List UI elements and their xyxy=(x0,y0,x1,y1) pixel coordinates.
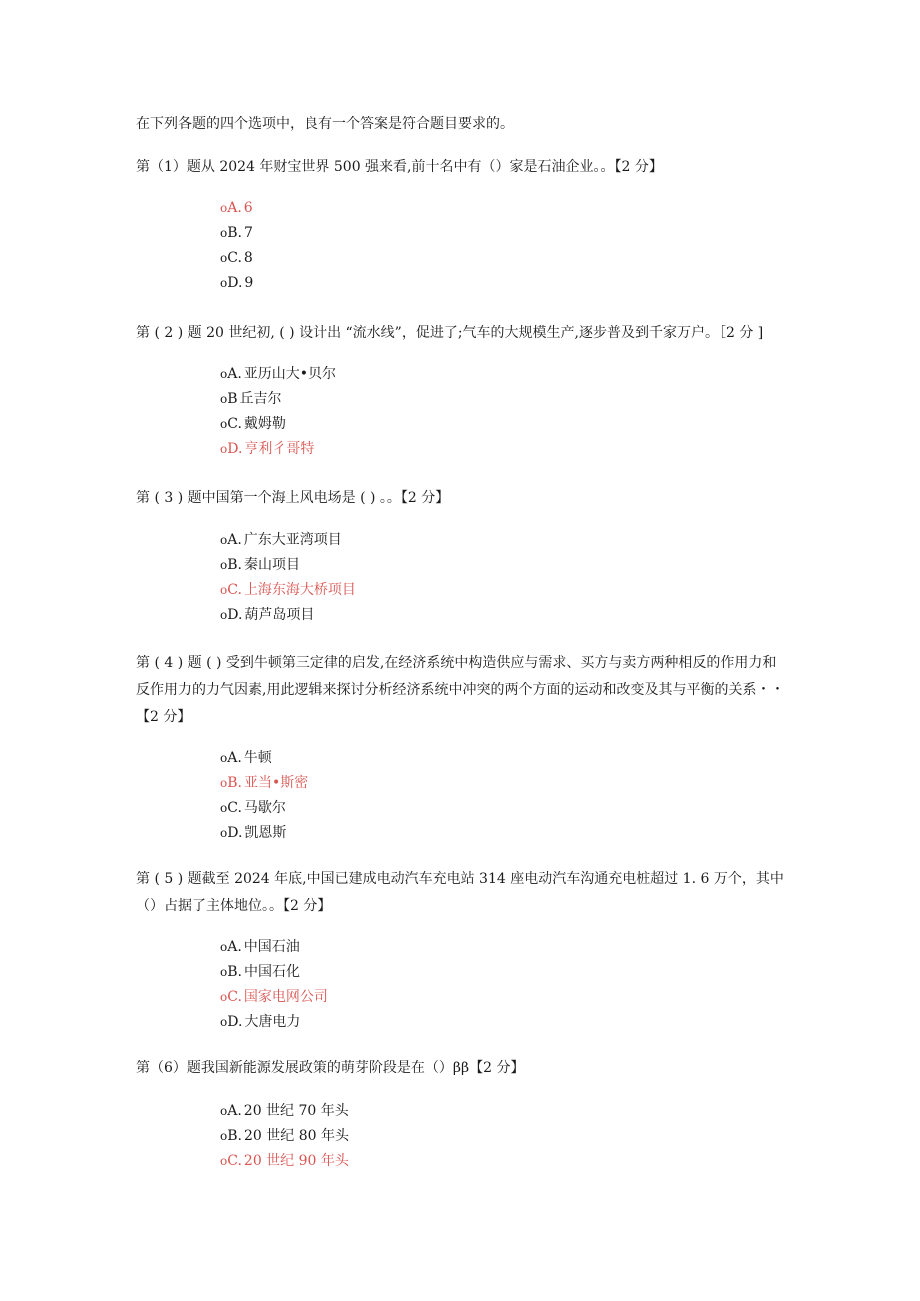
option-label: 马歇尔 xyxy=(243,800,286,816)
option-letter: A. xyxy=(227,366,242,382)
question-text: 第 ( 4 ) 题 ( ) 受到牛顿第三定律的启发,在经济系统中构造供应与需求、买方与卖方两种相反的作用力和反作用力的力气因素,用此逻辑来探讨分析经济系统中冲突的两个方面的运动和改变及其与平衡的关系・・【2 分】 xyxy=(136,655,785,725)
radio-marker-icon: o xyxy=(220,1129,228,1143)
option-list xyxy=(136,196,786,296)
option-label: 亚当•斯密 xyxy=(243,775,309,791)
option-label: 亨利彳哥特 xyxy=(244,441,315,457)
radio-marker-icon: o xyxy=(220,751,228,765)
question-1 xyxy=(136,154,786,296)
option-c[interactable] xyxy=(220,246,870,271)
option-list xyxy=(136,746,786,846)
option-a[interactable] xyxy=(220,196,870,221)
radio-marker-icon: o xyxy=(220,533,228,547)
option-letter: D. xyxy=(227,825,243,841)
option-letter: C. xyxy=(227,416,242,432)
option-list xyxy=(136,1099,786,1174)
option-c[interactable] xyxy=(220,796,870,821)
instruction-text: 在下列各题的四个选项中，良有一个答案是符合题目要求的。 xyxy=(136,116,514,132)
question-text: 第（6）题我国新能源发展政策的萌芽阶段是在（）ββ【2 分】 xyxy=(136,1060,525,1076)
option-label: 秦山项目 xyxy=(243,557,300,573)
radio-marker-icon: o xyxy=(220,583,228,597)
option-letter: B xyxy=(227,391,238,407)
option-a[interactable] xyxy=(220,1099,870,1124)
option-letter: B. xyxy=(227,1128,242,1144)
option-label: 6 xyxy=(243,200,253,216)
radio-marker-icon: o xyxy=(220,990,228,1004)
question-text: 第（1）题从 2024 年财宝世界 500 强来看,前十名中有（）家是石油企业。。【2 分】 xyxy=(136,159,663,175)
option-b[interactable] xyxy=(220,553,870,578)
radio-marker-icon: o xyxy=(220,826,228,840)
option-letter: B. xyxy=(227,964,242,980)
radio-marker-icon: o xyxy=(220,392,228,406)
question-text: 第 ( 2 ) 题 20 世纪初, ( ) 设计出 “流水线”，促进了;气车的大规模生产,逐步普及到千家万户。［2 分 ] xyxy=(136,325,764,341)
option-a[interactable] xyxy=(220,746,870,771)
option-letter: C. xyxy=(227,250,242,266)
option-label: 亚历山大•贝尔 xyxy=(243,366,337,382)
question-5 xyxy=(136,866,786,1035)
option-label: 大唐电力 xyxy=(244,1014,301,1030)
radio-marker-icon: o xyxy=(220,558,228,572)
option-letter: C. xyxy=(227,582,242,598)
option-label: 9 xyxy=(244,275,254,291)
question-2 xyxy=(136,320,786,462)
option-b[interactable] xyxy=(220,771,870,796)
radio-marker-icon: o xyxy=(220,965,228,979)
radio-marker-icon: o xyxy=(220,226,228,240)
radio-marker-icon: o xyxy=(220,367,228,381)
option-letter: A. xyxy=(227,750,242,766)
option-letter: C. xyxy=(227,989,242,1005)
question-4 xyxy=(136,650,786,846)
option-label: 中国石化 xyxy=(243,964,300,980)
option-a[interactable] xyxy=(220,528,870,553)
radio-marker-icon: o xyxy=(220,442,228,456)
option-letter: D. xyxy=(227,1014,243,1030)
option-label: 国家电网公司 xyxy=(243,989,328,1005)
option-list xyxy=(136,362,786,462)
question-text: 第 ( 5 ) 题截至 2024 年底,中国已建成电动汽车充电站 314 座电动汽车沟通充电桩超过 1. 6 万个，其中（）占据了主体地位。。【2 分】 xyxy=(136,871,784,914)
option-letter: A. xyxy=(227,200,242,216)
radio-marker-icon: o xyxy=(220,801,228,815)
radio-marker-icon: o xyxy=(220,776,228,790)
option-letter: D. xyxy=(227,607,243,623)
option-letter: C. xyxy=(227,1153,242,1169)
option-b[interactable] xyxy=(220,387,870,412)
option-label: 丘吉尔 xyxy=(239,391,282,407)
option-d[interactable] xyxy=(220,821,870,846)
option-label: 20 世纪 80 年头 xyxy=(243,1128,349,1144)
option-letter: A. xyxy=(227,532,242,548)
option-b[interactable] xyxy=(220,221,870,246)
radio-marker-icon: o xyxy=(220,417,228,431)
option-label: 牛顿 xyxy=(243,750,272,766)
radio-marker-icon: o xyxy=(220,608,228,622)
option-letter: A. xyxy=(227,1103,242,1119)
option-label: 20 世纪 70 年头 xyxy=(243,1103,349,1119)
option-list xyxy=(136,935,786,1035)
option-c[interactable] xyxy=(220,1149,870,1174)
radio-marker-icon: o xyxy=(220,1104,228,1118)
radio-marker-icon: o xyxy=(220,276,228,290)
option-label: 上海东海大桥项目 xyxy=(243,582,356,598)
option-c[interactable] xyxy=(220,412,870,437)
option-label: 20 世纪 90 年头 xyxy=(243,1153,349,1169)
option-list xyxy=(136,528,786,628)
option-b[interactable] xyxy=(220,960,870,985)
option-c[interactable] xyxy=(220,985,870,1010)
radio-marker-icon: o xyxy=(220,201,228,215)
option-letter: D. xyxy=(227,441,243,457)
option-a[interactable] xyxy=(220,362,870,387)
option-letter: D. xyxy=(227,275,243,291)
option-label: 戴姆勒 xyxy=(243,416,286,432)
option-letter: B. xyxy=(227,557,242,573)
option-label: 7 xyxy=(243,225,253,241)
radio-marker-icon: o xyxy=(220,940,228,954)
option-a[interactable] xyxy=(220,935,870,960)
option-label: 中国石油 xyxy=(243,939,300,955)
option-d[interactable] xyxy=(220,603,870,628)
option-label: 广东大亚湾项目 xyxy=(243,532,342,548)
option-c[interactable] xyxy=(220,578,870,603)
option-d[interactable] xyxy=(220,271,870,296)
radio-marker-icon: o xyxy=(220,1154,228,1168)
option-letter: B. xyxy=(227,225,242,241)
question-6 xyxy=(136,1055,786,1174)
option-label: 葫芦岛项目 xyxy=(244,607,315,623)
option-d[interactable] xyxy=(220,1010,870,1035)
question-3 xyxy=(136,485,786,628)
radio-marker-icon: o xyxy=(220,1015,228,1029)
option-b[interactable] xyxy=(220,1124,870,1149)
option-label: 8 xyxy=(243,250,253,266)
option-letter: B. xyxy=(227,775,242,791)
option-letter: C. xyxy=(227,800,242,816)
question-text: 第 ( 3 ) 题中国第一个海上风电场是 ( ) 。。【2 分】 xyxy=(136,490,450,506)
option-letter: A. xyxy=(227,939,242,955)
radio-marker-icon: o xyxy=(220,251,228,265)
option-label: 凯恩斯 xyxy=(244,825,287,841)
option-d[interactable] xyxy=(220,437,870,462)
